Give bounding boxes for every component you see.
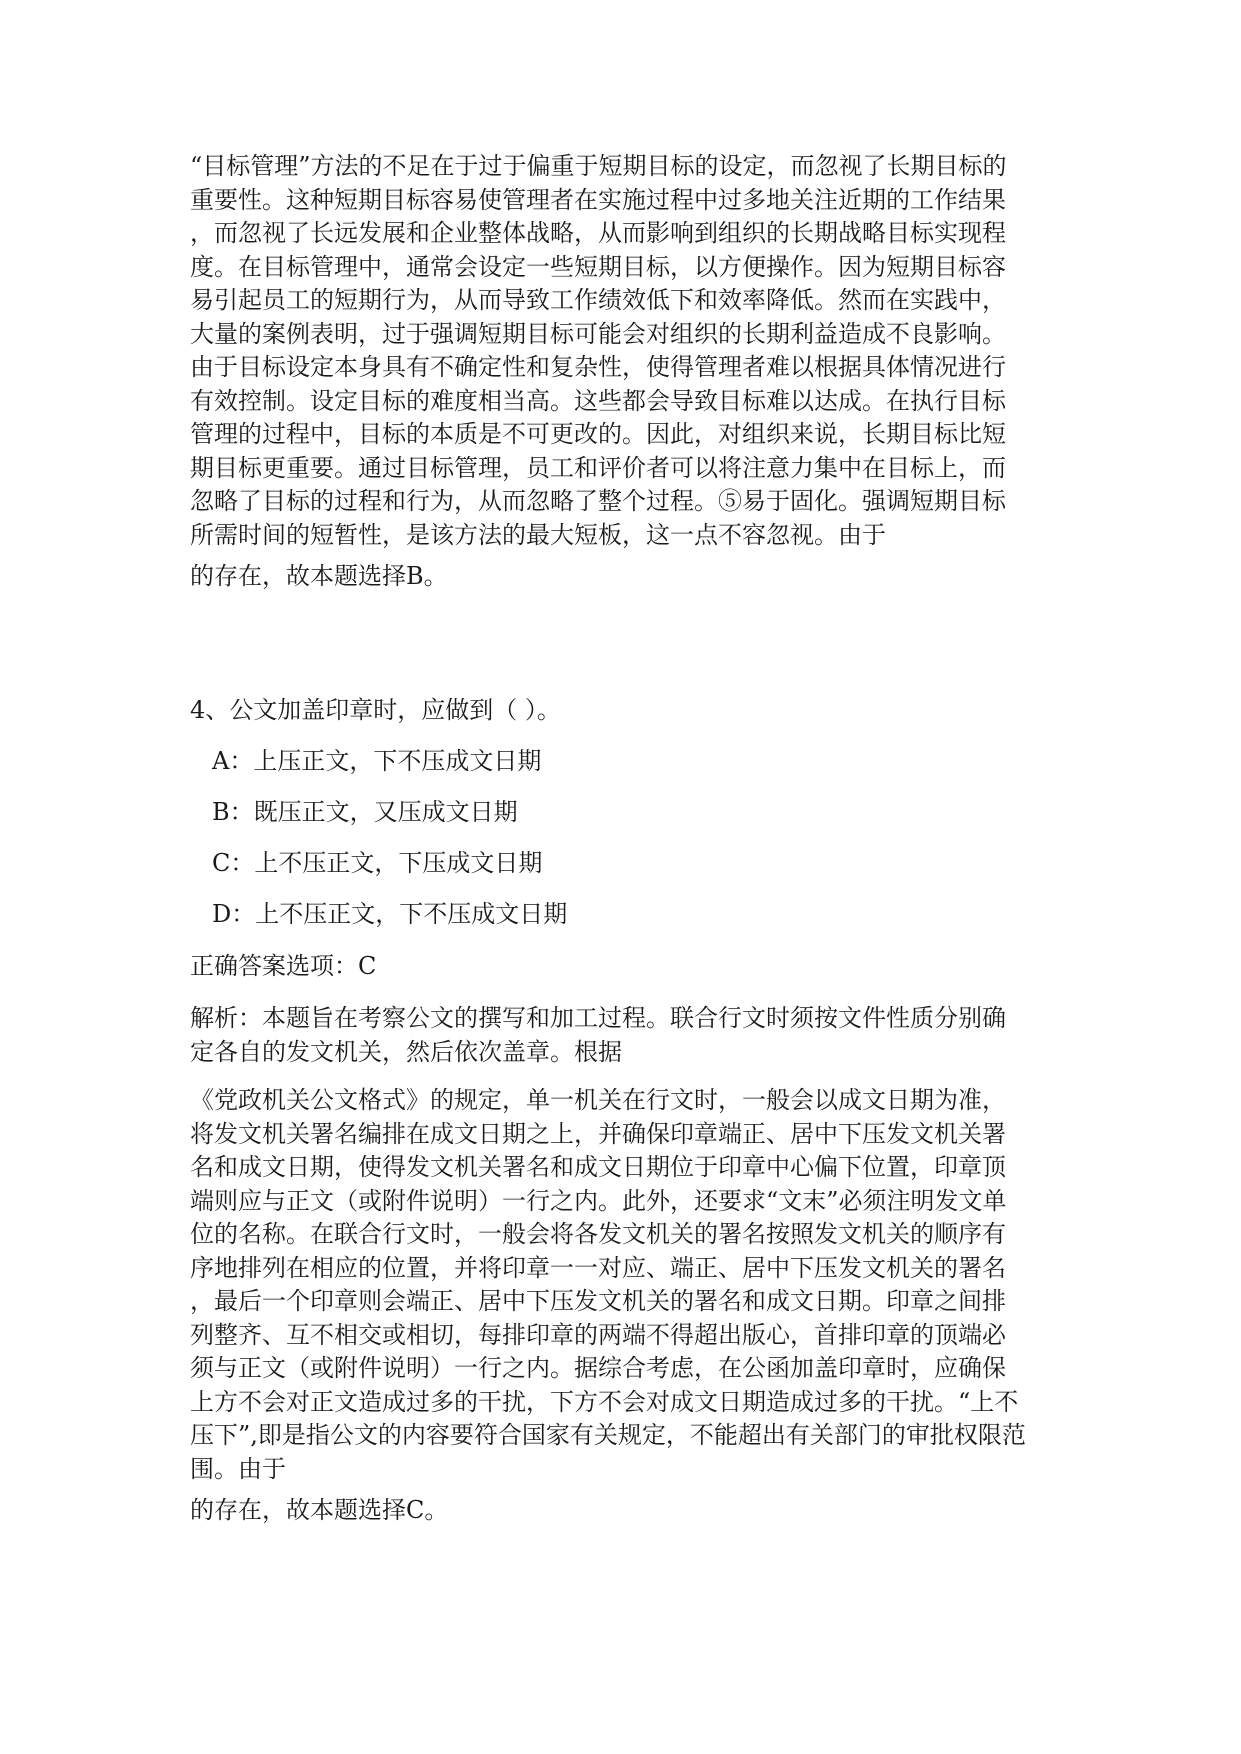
option-b: B：既压正文，又压成文日期 <box>212 798 518 826</box>
analysis-body-paragraph <box>190 1084 1050 1486</box>
text-line: 管理的过程中，目标的本质是不可更改的。因此，对组织来说，长期目标比短 <box>190 420 1006 448</box>
text-line: 上方不会对正文造成过多的干扰，下方不会对成文日期造成过多的干扰。“上不 <box>190 1387 1019 1416</box>
text-line: 忽略了目标的过程和行为，从而忽略了整个过程。⑤易于固化。强调短期目标 <box>190 487 1006 515</box>
text-line: ，最后一个印章则会端正、居中下压发文机关的署名和成文日期。印章之间排 <box>190 1287 1006 1315</box>
text-line: 大量的案例表明，过于强调短期目标可能会对组织的长期利益造成不良影响。 <box>190 319 1006 348</box>
text-line: 位的名称。在联合行文时，一般会将各发文机关的署名按照发文机关的顺序有 <box>190 1220 1006 1248</box>
text-line: 序地排列在相应的位置，并将印章一一对应、端正、居中下压发文机关的署名 <box>190 1253 1006 1282</box>
top-analysis-paragraph <box>190 150 1050 552</box>
text-line: 期目标更重要。通过目标管理，员工和评价者可以将注意力集中在目标上，而 <box>190 453 1006 482</box>
question4-conclusion: 的存在，故本题选择C。 <box>190 1496 449 1524</box>
text-line: 易引起员工的短期行为，从而导致工作绩效低下和效率降低。然而在实践中， <box>190 286 1006 314</box>
text-line: 围。由于 <box>190 1454 286 1483</box>
top-conclusion: 的存在，故本题选择B。 <box>190 562 448 590</box>
option-d: D：上不压正文，下不压成文日期 <box>212 900 568 928</box>
text-line: 定各自的发文机关，然后依次盖章。根据 <box>190 1037 622 1066</box>
text-line: 端则应与正文（或附件说明）一行之内。此外，还要求“文末”必须注明发文单 <box>190 1186 1007 1215</box>
text-line: 度。在目标管理中，通常会设定一些短期目标，以方便操作。因为短期目标容 <box>190 252 1006 281</box>
analysis-intro-paragraph <box>190 1002 1050 1069</box>
text-line: 将发文机关署名编排在成文日期之上，并确保印章端正、居中下压发文机关署 <box>190 1119 1006 1148</box>
correct-answer: 正确答案选项：C <box>190 952 377 980</box>
text-line: 列整齐、互不相交或相切，每排印章的两端不得超出版心，首排印章的顶端必 <box>190 1320 1006 1349</box>
question-stem: 4、公文加盖印章时，应做到（ ）。 <box>190 696 561 724</box>
text-line: 压下”,即是指公文的内容要符合国家有关规定，不能超出有关部门的审批权限范 <box>190 1421 1026 1449</box>
text-line: 由于目标设定本身具有不确定性和复杂性，使得管理者难以根据具体情况进行 <box>190 353 1006 381</box>
option-c: C：上不压正文，下压成文日期 <box>212 849 543 877</box>
text-line: 名和成文日期，使得发文机关署名和成文日期位于印章中心偏下位置，印章顶 <box>190 1153 1006 1181</box>
text-line: 所需时间的短暂性，是该方法的最大短板，这一点不容忽视。由于 <box>190 520 886 549</box>
text-line: 解析：本题旨在考察公文的撰写和加工过程。联合行文时须按文件性质分别确 <box>190 1004 1006 1032</box>
text-line: “目标管理”方法的不足在于过于偏重于短期目标的设定，而忽视了长期目标的 <box>190 152 1007 180</box>
text-line: 《党政机关公文格式》的规定，单一机关在行文时，一般会以成文日期为准， <box>190 1086 1006 1114</box>
option-a: A：上压正文，下不压成文日期 <box>212 747 542 775</box>
text-line: 重要性。这种短期目标容易使管理者在实施过程中过多地关注近期的工作结果 <box>190 185 1006 214</box>
text-line: 有效控制。设定目标的难度相当高。这些都会导致目标难以达成。在执行目标 <box>190 386 1006 415</box>
text-line: 须与正文（或附件说明）一行之内。据综合考虑，在公函加盖印章时，应确保 <box>190 1354 1006 1382</box>
text-line: ，而忽视了长远发展和企业整体战略，从而影响到组织的长期战略目标实现程 <box>190 219 1006 247</box>
